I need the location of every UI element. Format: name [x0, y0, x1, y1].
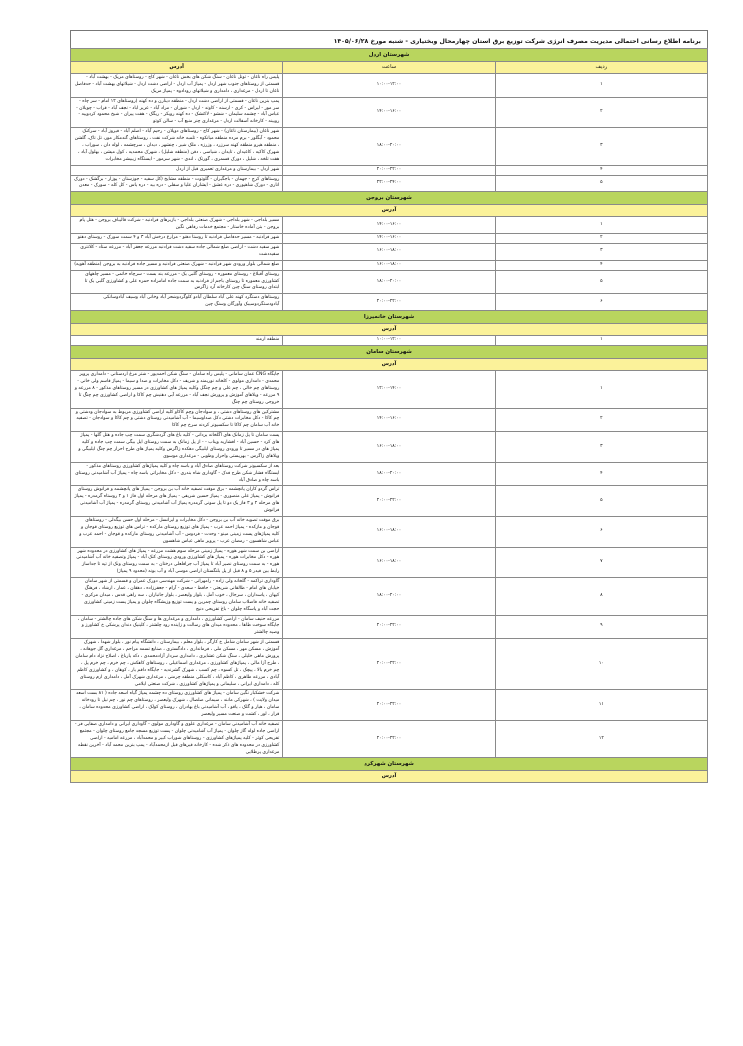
county-name: شهرستان خانمیرزا	[71, 311, 708, 324]
header-row	[71, 359, 708, 371]
row-number: ۲	[495, 234, 707, 244]
row-address: پلیس راه ناغان - تونل ناغان - سنگ شکن های بخش ناغان - شهر کاج - روستاهای مزیک - بهشت آباد - قسمتی از روستاهای جنوب شهر اردل - پمپاژ آب اردل - اراضی دشت اردل - شیلاتهای بهشت آباد - حدفاصل ناغان تا اردل - مرغداری ، دامداری و شیلاتهای رودادوه - پمپاژ مریک	[71, 74, 283, 98]
table-row	[71, 128, 708, 165]
row-number: ۵	[495, 486, 707, 517]
row-time: ۱۶:۰۰-۱۸:۰۰	[283, 260, 495, 270]
table-row	[71, 690, 708, 721]
row-number: ۲	[495, 97, 707, 128]
table-row	[71, 408, 708, 432]
row-address: روستاهای دستگرد کهنه علی آباد سلطان آبادو کلوگردوشحر آباد وخانی آباد وسیف آبادوسانکی آبادودستگردوسیبک وآورگان وسنگ چین	[71, 294, 283, 311]
row-time: ۱۰:۰۰-۱۲:۰۰	[283, 74, 495, 98]
row-time: ۲۰:۰۰-۲۲:۰۰	[283, 615, 495, 639]
row-address: جایگاه CNG عمان سامانی - پلیس راه سامان - سنگ شکن احمدپور - شتر مرغ اردستانی - دامداری پرویز محمدی - دامداری مولوی - کلخانه نوریمند و شریف - دکل مخابرات و صدا و سیما - پمپاژ قاسم ولی خانی - روستاهای چم خالی ، چم علی و چم چنگل وکلیه پمپاژ های کشاورزی در مسیر روستاهای مذکور - ۸ مزرعه و ۹ مزرعه - ویلاهای آموزش و پرورش نجف آباد - مزرعه آبی دهنیش چم کاکا و اراضی کشاورزی چم چنگ تا خروجی روستای چم چنگ	[71, 371, 283, 408]
row-address: بعد از سکسیونر شرکت روستاهای صادق آباد و باسه چاه و کلیه پمپاژهای کشاورزی روستاهای مذکور - ایستگاه فشار شکن طرح فدک - گاوداری شاه بندری - دکل مخابراتی باسه چاه - پمپاژ آب آشامیدنی روستای باسه چاه و صادق آباد	[71, 462, 283, 486]
row-time: ۱۶:۰۰-۱۸:۰۰	[283, 244, 495, 261]
row-time: ۱۶:۰۰-۱۸:۰۰	[283, 432, 495, 463]
row-address: شهر اردل - بیمارستان و مرغداری تعمیری قبل از اردل	[71, 165, 283, 175]
row-time: ۱۶:۰۰-۱۸:۰۰	[283, 547, 495, 578]
row-number: ۹	[495, 615, 707, 639]
row-number: ۱	[495, 217, 707, 234]
row-address: شهر ناغان (بیمارستان ناغان) - شهر کاج - روستاهای دوپلان - رحیم آباد - اصلم آباد - فیروز آباد - سرکنک محمود - آبگلور - برم مرده منطقه میانکوه - تلمبه خانه شرکت نفت ، روستاهای گندمکار مور، تل تاک، گلشن ، منطقه هیرو منطقه کهنه سرزرد ، وزرزه ، ملک شیر ، چنشهر ، دیدان ، سرچشمه ، لوله دان ، سوراب ، شهرک کاکیه ، کاغیدان ، تایدان ، شیاسی ، دقن (منطقه شلیل) ، شهرک محمدیه ، کول میشن ، بهلول آباد ، هفت تلخه ، شلیل ، دورک قسمری ، گورتک ، لندی - شهر سرمور - ایستگاه زیبیشر مخابرات	[71, 128, 283, 165]
header-row	[71, 205, 708, 217]
table-row	[71, 260, 708, 270]
table-row	[71, 97, 708, 128]
row-time: ۱۴:۰۰-۱۶:۰۰	[283, 234, 495, 244]
header-address: آدرس	[71, 205, 708, 217]
row-number: ۷	[495, 547, 707, 578]
row-address: برق موقت تصوبه خانه آب بن بروجن - دکل مخابرات و ایرانسل - مرحله اول حسن بیگدلی - روستاهای قوجان و مازکده - پمپاژ احمد عرب - پمپاژ های توزیع روستای مارکده - تراس های توزیع روستای قوجان و کلیه پمپاژهای پست زمینی مینو - وحدت - فردوس - آب آشامیدنی روستای مارکده و قوجان - احمد عرب و عباس شاهسون - رمضان عرب - پرویز ماهی عباس شاهسون	[71, 516, 283, 547]
county-row	[71, 311, 708, 324]
table-row	[71, 486, 708, 517]
row-number: ۶	[495, 516, 707, 547]
row-address: اراضی بن سمت شهر هوره - پمپاژ زمینی مرحله سوم هشت مزرعه - پمپاژ های کشاورزی در محدوده شهر هوره - دکل مخابرات هوره - پمپاژ های کشاورزی ورودی روستای کتک آباد - پمپاژ وتصفیه خانه آب آشامیدنی هوره - به سمت روستای نصیر آباد تا پمپاژ آب جرافلعلی درختان - به سمت روستای ونک از تپه تا جداساز رابط بین فیدر ۵ و ۸ قبل از پل بلنگستان اراضی موسی آباد و آب بونه (محدود ۹ پمپاژ)	[71, 547, 283, 578]
row-time: ۱۸:۰۰-۲۰:۰۰	[283, 128, 495, 165]
row-number: ۱۲	[495, 721, 707, 758]
row-address: تصفیه خانه آب آشامیدنی سامان - مرغداری علوی و گاوداری مولوی - گاوداری ایرانی و دامداری صفایی فر - اراضی جاده لوله گاز چلوان - پمپاژ آب آشامیدنی چلوان - پست توزیع مسجد جامع روستای چلوان - مجتمع تفریحی کوثر - کلیه پمپاژهای کشاورزی - روستاهای شوراب کبیر و محمدآباد ، مزرعه امامیه - اراضی کشاورزی در محدوده های ذکر شده - کارخانه قیرهای قبل ازمحمدآباد - پمپ بنزین محمد آباد - آخرین نقطه مرغداری پرطلایی	[71, 721, 283, 758]
row-time: ۲۰:۰۰-۲۲:۰۰	[283, 690, 495, 721]
header-row	[71, 324, 708, 336]
row-address: قسمتی از شهر سامان شامل خ کارگر ، بلوار معلم ، بیمارستان ، دانشگاه پیام نور ، بلوار شهدا ، شهرک آموزش ، مسکن مهر ، مسکن ملی ، فرمانداری ، دادگستری ، صنایع تسمه مراحم ، مرغداری گل جوهانه ، پرورش ماهی خلیلی ، سنگ شکن عشایری ، دامداری سردار آزادمحمدی ، دکه یارباغ ، اصلاح نژاد دام سامان ، طرح آزا مالی ، پمپاژهای کشاورزی ، مرغداری اسماعیلی ، روستاهای کاهکش ، چم خرم ، چم خرم پل ، چم خرم بالا ، پیچک ، تل کسوه ، چم کسب ، شهرک گشرندیه - جایگاه داقم یار ، کوهان ، و کشاورزی کاظم آبادی ، مزرعه طاهری ، کاظم آباد ، کاسکلی منطقه چرمنی ، مرغداری شهرک آمل ، دامداری ارم روستای کله ، دامداری ایرانی ، سلیمانی و پمپاژهای کشاورزی ، شرکت صنعتی ایلامی	[71, 639, 283, 690]
row-number: ۴	[495, 165, 707, 175]
schedule-table	[70, 48, 708, 783]
row-address: پمپ بنزین ناغان - قسمتی از اراضی دشت اردل - منطقه دینارن و ده کهنه (روستاهای ۱۲ امام - سر چاه - سر مور - لیراس - کری - ارسنه - کاوند - اردل - شوران - مراد آباد - عزیز اباد - نجف آباد - قراب - چویلان - عباس آباد - چشمه سلیمان - ششو - لاکتشک - ده کهنه رویکر - ریگک - هفت پیران - شیخ محمود کردوپیه - رویینه - کارخانه آسفالت اردل - مرغداری چنر منبع آب - سالن کوتو	[71, 97, 283, 128]
county-row	[71, 346, 708, 359]
header-address: آدرس	[71, 324, 708, 336]
row-address: شرکت خشکبار نگین سامان - پمپاژ های کشاورزی روستای ده چشمه پمپاژ گیاه اسعد جاده ( ۸۱ بست اسعد میدان ولایت ) ، شهرکی مانند ، سیمانی صلصال ، شهرک ولیعصر ، روستاهای چم نور ، چم نیل تا رودخانه سامان ، هیار و گلک ، یاقو ، آب آشامیدنی باغ بهادران ، روستای کولک ، اراضی کشاورزی محدوده سامان ، قرار ، لور ، کشت و صنعت مسیر ولیعصر	[71, 690, 283, 721]
table-row	[71, 462, 708, 486]
table-row	[71, 244, 708, 261]
row-time: ۱۸:۰۰-۲۰:۰۰	[283, 578, 495, 615]
row-number: ۳	[495, 432, 707, 463]
header-num: ردیف	[495, 62, 707, 74]
row-address: مسیر بلداجی - شهر بلداجی - شهرک صنعتی بلداجی - بازیرهای فرادنبه - شرکت قالیباف بروجن - هتل پام بروجن - بتن آماده خاستار - مجتمع خدمات رفاهی نگین	[71, 217, 283, 234]
row-number: ۳	[495, 244, 707, 261]
row-number: ۵	[495, 175, 707, 192]
row-time: ۲۰:۰۰-۲۲:۰۰	[283, 721, 495, 758]
row-number: ۶	[495, 294, 707, 311]
row-address: ضلع شمالی بلوار ورودی شهر فرادنبه - شهرک صنعتی فرادنبه و مسیر جاده فرادنبه به بروجن (منطقه آهویه)	[71, 260, 283, 270]
header-time: ساعت	[283, 62, 495, 74]
row-address: شهر فرادنبه - مسیر حدفاصل فرادنبه تا روستا دهنو - مزارع درخش آباد ۳ و ۴ سمت سورک - روستای دهنو	[71, 234, 283, 244]
row-address: روستاهای کرچ - جهمان - باجگیران - گلوتوت - منطقه مشایخ (کل سفید - جوزستان - پوزار - بزگشک - دورک اناری - دورک شاهپوری - دره عشق - ایشاران علیا و سفلی - دره بید - دره یاس - کل کله - سورک - معدن	[71, 175, 283, 192]
header-address: آدرس	[71, 62, 283, 74]
row-number: ۱	[495, 74, 707, 98]
row-address: منطقه ارمند	[71, 336, 283, 346]
county-name: شهرستان سامان	[71, 346, 708, 359]
table-row	[71, 578, 708, 615]
row-number: ۱	[495, 371, 707, 408]
row-number: ۱	[495, 336, 707, 346]
row-number: ۴	[495, 260, 707, 270]
table-row	[71, 516, 708, 547]
county-row	[71, 192, 708, 205]
row-time: ۲۲:۰۰-۲۴:۰۰	[283, 175, 495, 192]
header-address: آدرس	[71, 359, 708, 371]
table-row	[71, 74, 708, 98]
row-time: ۱۴:۰۰-۱۶:۰۰	[283, 217, 495, 234]
county-row	[71, 49, 708, 62]
row-address: گاوداری تراکمه - گلخانه ولی زاده - رامهرانی - شرکت مهندسی دورک عمران و قسمتی از شهر سامان خیابان های امام - طالقانی شریعتی - حافظ - سعدی - آرام - جعفرزاده ، دهقان ، عمار ، ارشاد ، فرهنگ کیهان ، پاسداران ، سرجال ، خوب آمل ، بلوار ولیعصر ، بلوار جانباران ، سه راهی قدس ، میدان مرکزی - تصفیه خانه فاضلاب سامان روستای چمرین و پست توزیع وزیشگاه چلوان و پمپاژ پست زمینی کشاورزی حجت آباد و پاسگاه چلوان - باغ تفریحی دنیج	[71, 578, 283, 615]
row-number: ۱۱	[495, 690, 707, 721]
row-time: ۱۰:۰۰-۱۲:۰۰	[283, 336, 495, 346]
table-row	[71, 432, 708, 463]
table-row	[71, 234, 708, 244]
row-time: ۱۲:۰۰-۱۴:۰۰	[283, 371, 495, 408]
table-row	[71, 294, 708, 311]
row-time: ۲۰:۰۰-۲۲:۰۰	[283, 639, 495, 690]
row-time: ۱۸:۰۰-۲۰:۰۰	[283, 462, 495, 486]
row-address: مزرعه حنیف سامان - اراضی کشاورزی ، دامداری و مرغداری ها و سنگ شکن های جاده چالشتر - سامان ، جایگاه سوخت طاها ، محدوده میدان های رسالت و زاینده رود چلشتر ، کلینیک دندان پزشکی خ کشاورز و وصیه چالشتر	[71, 615, 283, 639]
schedule-table-body	[71, 49, 708, 783]
table-row	[71, 639, 708, 690]
row-time: ۱۴:۰۰-۱۶:۰۰	[283, 97, 495, 128]
county-name: شهرستان اردل	[71, 49, 708, 62]
row-time: ۲۰:۰۰-۲۲:۰۰	[283, 294, 495, 311]
row-time: ۲۰:۰۰-۲۲:۰۰	[283, 486, 495, 517]
row-time: ۱۸:۰۰-۲۰:۰۰	[283, 270, 495, 294]
row-time: ۲۰:۰۰-۲۲:۰۰	[283, 165, 495, 175]
row-address: تراس گردو کاران پانچشمه - برق موقت تصفیه خانه آب بن بروجن - پمپاژ های پانچشمه و فرانوش روستای فرانوش - پمپاژ علی منصوری - پمپاژ حسین شریفی - پمپاژ های مرحله اول فاز ۱ و ۲ روستاه گرمدره - پمپاژ های مرحله ۲ و ۳ فاز یک دو تا پل سونی گرمدره پمپاژ آب آشامیدنی روستای گرمدره - پمپاژ آب آشامیدنی فرانوش	[71, 486, 283, 517]
row-number: ۱۰	[495, 639, 707, 690]
county-row	[71, 758, 708, 771]
table-row	[71, 547, 708, 578]
table-row	[71, 371, 708, 408]
row-time: ۱۶:۰۰-۱۸:۰۰	[283, 516, 495, 547]
county-name: شهرستان بروجن	[71, 192, 708, 205]
county-name: شهرستان شهرکرد	[71, 758, 708, 771]
row-number: ۴	[495, 462, 707, 486]
table-row	[71, 615, 708, 639]
row-address: مشترکین های روستاهای دشتی ، و سوادجان وچم کاکاو کلیه اراضی کشاورزی مربوط به سوادجان ودشتی و چم کاکا - دکل مخابرات دشتی دکل صداوسیما - آب آشامیدنی روستای دشتی و چم کاکا و سوادجان - تصفیه خانه آب سامان چم کاکا تا سکسیونر کردنه سرخ چم کاکا	[71, 408, 283, 432]
row-number: ۲	[495, 408, 707, 432]
schedule-sheet	[70, 30, 708, 783]
table-row	[71, 217, 708, 234]
header-row	[71, 771, 708, 783]
row-number: ۸	[495, 578, 707, 615]
table-row	[71, 270, 708, 294]
table-row	[71, 165, 708, 175]
table-row	[71, 721, 708, 758]
page-title: برنامه اطلاع رسانی احتمالی مدیریت مصرف انرژی شرکت توزیع برق استان چهارمحال وبختیاری - شنبه مورخ ۱۴۰۵/۰۶/۲۸	[70, 30, 708, 48]
row-address: پست سامان تا پل زمانک های اگلخانه یزدانی - کلیه باغ های گردشگری سمت چپ جاده و هتل گلها - پمپاژ های کرد - حسین آباد - افشاریه وپناب - - از پل زمانک به سمت روستای ایل بیگی سمت چپ جاده و کلیه پمپاژ های در مسیر تا ورودی روستای ایلبیگی دهکده زاگرس وکلیه پمپاژ های طرح احرار چم چنگ ایلبیگی و ویلاهای زاگرس - بهزیستی واحرار وطوبی - مرغداری موسوی	[71, 432, 283, 463]
row-address: شهر سفید دشت - اراضی ضلع شمالی جاده سفید دشت فرادنبه مزرعه جعفر آباد - مزرعه ستاد - کلانتری سفیددشت	[71, 244, 283, 261]
header-row	[71, 62, 708, 74]
table-row	[71, 336, 708, 346]
row-number: ۳	[495, 128, 707, 165]
row-number: ۵	[495, 270, 707, 294]
table-row	[71, 175, 708, 192]
row-time: ۱۴:۰۰-۱۶:۰۰	[283, 408, 495, 432]
row-address: روستای آقبلاغ - روستای معموره - روستای گلبی یک - مزرعه بند بست - سرچاه خاتمی - مسیر چاههای کشاورزی معموره تا روستای باجم از فرادنبه به سمت جاده امامزاده حمزه علی و کشاورزی گلبی یک تا ابتدای روستای سنگ چین کارخانه آرد زاگرس	[71, 270, 283, 294]
header-address: آدرس	[71, 771, 708, 783]
